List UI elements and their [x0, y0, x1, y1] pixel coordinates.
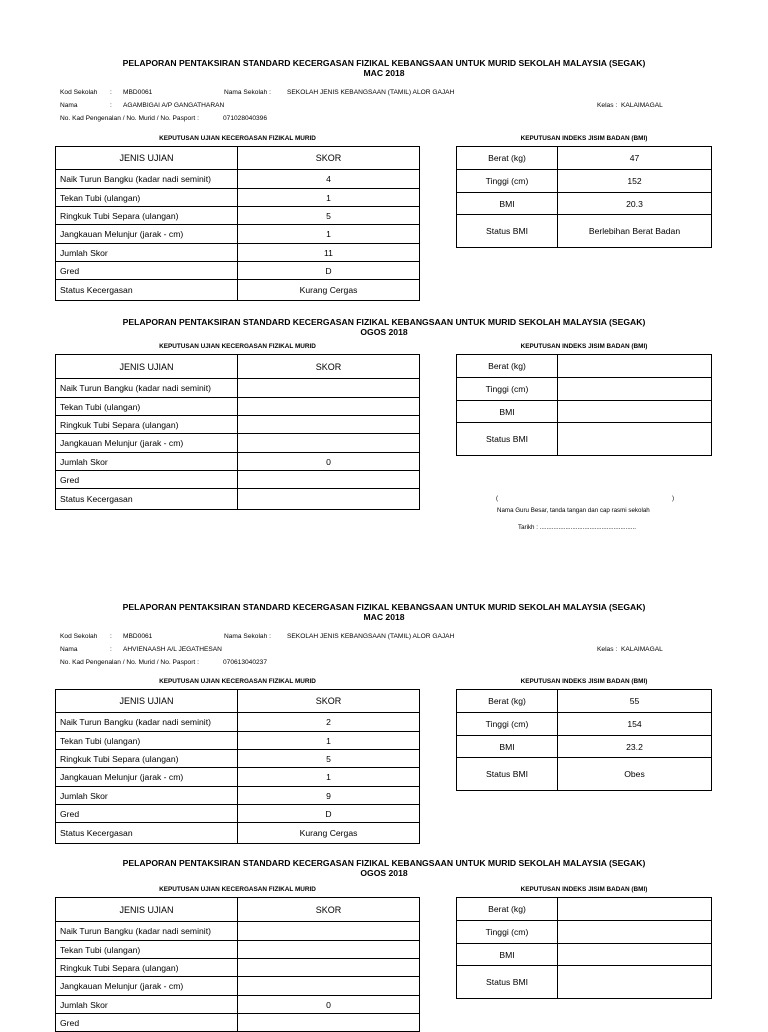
test-score: 2	[238, 713, 420, 732]
test-name: Ringkuk Tubi Separa (ulangan)	[56, 207, 238, 225]
report-title: PELAPORAN PENTAKSIRAN STANDARD KECERGASAN FIZIKAL KEBANGSAAN UNTUK MURID SEKOLAH MALAYSIA (SEGAK)	[122, 602, 646, 612]
test-name: Jangkauan Melunjur (jarak - cm)	[56, 977, 238, 996]
bmi-row	[457, 713, 712, 736]
fitness-row	[56, 225, 420, 244]
bmi-row	[457, 898, 712, 921]
test-score	[238, 922, 420, 941]
test-score: D	[238, 262, 420, 280]
fitness-header-row	[56, 690, 420, 713]
test-score	[238, 941, 420, 959]
bmi-table	[456, 689, 712, 791]
test-score	[238, 1014, 420, 1032]
bmi-row	[457, 355, 712, 378]
test-score: 5	[238, 207, 420, 225]
bmi-label: BMI	[457, 736, 558, 758]
test-score: 5	[238, 750, 420, 768]
kod-sekolah: MBD0061	[123, 633, 153, 640]
fitness-row	[56, 170, 420, 189]
test-score: 11	[238, 244, 420, 262]
signature-date: Tarikh : ........................................................	[518, 524, 636, 531]
bmi-row	[457, 690, 712, 713]
bmi-row	[457, 378, 712, 401]
test-score: 1	[238, 732, 420, 750]
bmi-caption: KEPUTUSAN INDEKS JISIM BADAN (BMI)	[520, 886, 648, 893]
column-header-jenis-ujian: JENIS UJIAN	[56, 147, 238, 170]
test-name: Tekan Tubi (ulangan)	[56, 941, 238, 959]
signature-caption: Nama Guru Besar, tanda tangan dan cap rasmi sekolah	[497, 507, 650, 514]
test-score	[238, 471, 420, 489]
report-period: MAC 2018	[363, 612, 405, 622]
bmi-label: Berat (kg)	[457, 147, 558, 170]
bmi-value	[558, 355, 712, 378]
fitness-row	[56, 262, 420, 280]
fitness-row	[56, 398, 420, 416]
test-score: 0	[238, 996, 420, 1014]
bmi-label: Tinggi (cm)	[457, 378, 558, 401]
report-title: PELAPORAN PENTAKSIRAN STANDARD KECERGASAN FIZIKAL KEBANGSAAN UNTUK MURID SEKOLAH MALAYSIA (SEGAK)	[122, 317, 646, 327]
test-score: Kurang Cergas	[238, 280, 420, 301]
bmi-value: 154	[558, 713, 712, 736]
report-title: PELAPORAN PENTAKSIRAN STANDARD KECERGASAN FIZIKAL KEBANGSAAN UNTUK MURID SEKOLAH MALAYSIA (SEGAK)	[122, 58, 646, 68]
column-header-skor: SKOR	[238, 355, 420, 379]
bmi-row	[457, 736, 712, 758]
separator: :	[110, 102, 112, 109]
bmi-table	[456, 897, 712, 999]
test-name: Status Kecergasan	[56, 280, 238, 301]
nama-murid: AGAMBIGAI A/P GANGATHARAN	[123, 102, 225, 109]
test-score	[238, 379, 420, 398]
kelas: KALAIMAGAL	[621, 646, 663, 653]
separator: :	[110, 646, 112, 653]
test-score	[238, 434, 420, 453]
fitness-row	[56, 977, 420, 996]
fitness-row	[56, 750, 420, 768]
report-period: OGOS 2018	[360, 327, 408, 337]
test-name: Ringkuk Tubi Separa (ulangan)	[56, 959, 238, 977]
kod-sekolah: MBD0061	[123, 89, 153, 96]
fitness-row	[56, 713, 420, 732]
fitness-row	[56, 207, 420, 225]
bmi-label: BMI	[457, 401, 558, 423]
bmi-label: Berat (kg)	[457, 898, 558, 921]
bmi-value: Obes	[558, 758, 712, 791]
fitness-row	[56, 922, 420, 941]
fitness-row	[56, 244, 420, 262]
fitness-row	[56, 805, 420, 823]
test-score: 4	[238, 170, 420, 189]
label-id-number: No. Kad Pengenalan / No. Murid / No. Pasport :	[60, 659, 199, 666]
column-header-skor: SKOR	[238, 690, 420, 713]
test-name: Tekan Tubi (ulangan)	[56, 189, 238, 207]
test-name: Jangkauan Melunjur (jarak - cm)	[56, 225, 238, 244]
column-header-skor: SKOR	[238, 898, 420, 922]
test-name: Jumlah Skor	[56, 787, 238, 805]
test-name: Jumlah Skor	[56, 996, 238, 1014]
test-name: Gred	[56, 805, 238, 823]
test-name: Tekan Tubi (ulangan)	[56, 732, 238, 750]
bmi-row	[457, 944, 712, 966]
fitness-caption: KEPUTUSAN UJIAN KECERGASAN FIZIKAL MURID	[159, 678, 316, 685]
fitness-table	[55, 146, 420, 301]
fitness-row	[56, 787, 420, 805]
separator: :	[110, 89, 112, 96]
test-score: D	[238, 805, 420, 823]
nama-sekolah: SEKOLAH JENIS KEBANGSAAN (TAMIL) ALOR GAJAH	[287, 633, 455, 640]
test-name: Gred	[56, 262, 238, 280]
label-nama: Nama	[60, 646, 78, 653]
bmi-value	[558, 423, 712, 456]
bmi-row	[457, 147, 712, 170]
bmi-caption: KEPUTUSAN INDEKS JISIM BADAN (BMI)	[520, 678, 648, 685]
fitness-header-row	[56, 898, 420, 922]
label-kelas: Kelas :	[597, 646, 618, 653]
bmi-value: 55	[558, 690, 712, 713]
fitness-table	[55, 689, 420, 844]
bmi-label: Tinggi (cm)	[457, 921, 558, 944]
nama-murid: AHVIENAASH A/L JEGATHESAN	[123, 646, 222, 653]
bmi-label: Status BMI	[457, 966, 558, 999]
test-name: Naik Turun Bangku (kadar nadi seminit)	[56, 713, 238, 732]
label-kod-sekolah: Kod Sekolah	[60, 89, 98, 96]
column-header-jenis-ujian: JENIS UJIAN	[56, 355, 238, 379]
bmi-row	[457, 423, 712, 456]
report-period: MAC 2018	[363, 68, 405, 78]
label-nama: Nama	[60, 102, 78, 109]
bmi-label: Status BMI	[457, 423, 558, 456]
bmi-row	[457, 921, 712, 944]
fitness-row	[56, 434, 420, 453]
bmi-value	[558, 966, 712, 999]
column-header-jenis-ujian: JENIS UJIAN	[56, 898, 238, 922]
test-name: Status Kecergasan	[56, 489, 238, 510]
test-score	[238, 977, 420, 996]
test-name: Jangkauan Melunjur (jarak - cm)	[56, 768, 238, 787]
kelas: KALAIMAGAL	[621, 102, 663, 109]
test-name: Naik Turun Bangku (kadar nadi seminit)	[56, 170, 238, 189]
test-name: Status Kecergasan	[56, 823, 238, 844]
bmi-value: 23.2	[558, 736, 712, 758]
fitness-row	[56, 416, 420, 434]
bmi-row	[457, 193, 712, 215]
bmi-value: Berlebihan Berat Badan	[558, 215, 712, 248]
test-name: Naik Turun Bangku (kadar nadi seminit)	[56, 379, 238, 398]
test-score	[238, 416, 420, 434]
label-nama-sekolah: Nama Sekolah :	[224, 633, 271, 640]
report-title: PELAPORAN PENTAKSIRAN STANDARD KECERGASAN FIZIKAL KEBANGSAAN UNTUK MURID SEKOLAH MALAYSIA (SEGAK)	[122, 858, 646, 868]
test-name: Ringkuk Tubi Separa (ulangan)	[56, 750, 238, 768]
bmi-value	[558, 921, 712, 944]
bmi-value: 152	[558, 170, 712, 193]
fitness-caption: KEPUTUSAN UJIAN KECERGASAN FIZIKAL MURID	[159, 343, 316, 350]
bmi-label: Berat (kg)	[457, 355, 558, 378]
fitness-row	[56, 941, 420, 959]
fitness-row	[56, 379, 420, 398]
bmi-value	[558, 378, 712, 401]
column-header-skor: SKOR	[238, 147, 420, 170]
fitness-row	[56, 732, 420, 750]
bmi-row	[457, 215, 712, 248]
nama-sekolah: SEKOLAH JENIS KEBANGSAAN (TAMIL) ALOR GAJAH	[287, 89, 455, 96]
bmi-label: Berat (kg)	[457, 690, 558, 713]
signature-close-paren: )	[672, 495, 675, 502]
test-name: Ringkuk Tubi Separa (ulangan)	[56, 416, 238, 434]
fitness-row	[56, 280, 420, 301]
bmi-label: Status BMI	[457, 758, 558, 791]
bmi-value	[558, 944, 712, 966]
fitness-row	[56, 959, 420, 977]
column-header-jenis-ujian: JENIS UJIAN	[56, 690, 238, 713]
bmi-caption: KEPUTUSAN INDEKS JISIM BADAN (BMI)	[520, 343, 648, 350]
label-id-number: No. Kad Pengenalan / No. Murid / No. Pasport :	[60, 115, 199, 122]
bmi-value	[558, 898, 712, 921]
fitness-row	[56, 489, 420, 510]
fitness-caption: KEPUTUSAN UJIAN KECERGASAN FIZIKAL MURID	[159, 886, 316, 893]
bmi-value: 20.3	[558, 193, 712, 215]
signature-open-paren: (	[496, 495, 499, 502]
fitness-row	[56, 768, 420, 787]
id-number: 071028040396	[223, 115, 268, 122]
test-name: Jumlah Skor	[56, 244, 238, 262]
bmi-value	[558, 401, 712, 423]
fitness-row	[56, 823, 420, 844]
test-score: Kurang Cergas	[238, 823, 420, 844]
bmi-label: Status BMI	[457, 215, 558, 248]
id-number: 070613040237	[223, 659, 268, 666]
bmi-label: Tinggi (cm)	[457, 713, 558, 736]
bmi-value: 47	[558, 147, 712, 170]
fitness-header-row	[56, 355, 420, 379]
bmi-label: Tinggi (cm)	[457, 170, 558, 193]
bmi-label: BMI	[457, 193, 558, 215]
label-nama-sekolah: Nama Sekolah :	[224, 89, 271, 96]
bmi-caption: KEPUTUSAN INDEKS JISIM BADAN (BMI)	[520, 135, 648, 142]
bmi-label: BMI	[457, 944, 558, 966]
fitness-caption: KEPUTUSAN UJIAN KECERGASAN FIZIKAL MURID	[159, 135, 316, 142]
test-score: 1	[238, 189, 420, 207]
test-name: Jangkauan Melunjur (jarak - cm)	[56, 434, 238, 453]
separator: :	[110, 633, 112, 640]
bmi-row	[457, 758, 712, 791]
fitness-row	[56, 471, 420, 489]
label-kelas: Kelas :	[597, 102, 618, 109]
fitness-row	[56, 189, 420, 207]
test-name: Jumlah Skor	[56, 453, 238, 471]
test-score	[238, 959, 420, 977]
fitness-header-row	[56, 147, 420, 170]
test-score	[238, 398, 420, 416]
test-score: 9	[238, 787, 420, 805]
bmi-row	[457, 401, 712, 423]
fitness-table	[55, 897, 420, 1032]
label-kod-sekolah: Kod Sekolah	[60, 633, 98, 640]
fitness-table	[55, 354, 420, 510]
bmi-table	[456, 146, 712, 248]
test-score	[238, 489, 420, 510]
test-name: Naik Turun Bangku (kadar nadi seminit)	[56, 922, 238, 941]
report-period: OGOS 2018	[360, 868, 408, 878]
bmi-row	[457, 966, 712, 999]
bmi-row	[457, 170, 712, 193]
test-name: Gred	[56, 1014, 238, 1032]
fitness-row	[56, 996, 420, 1014]
test-score: 0	[238, 453, 420, 471]
test-score: 1	[238, 225, 420, 244]
bmi-table	[456, 354, 712, 456]
test-score: 1	[238, 768, 420, 787]
test-name: Tekan Tubi (ulangan)	[56, 398, 238, 416]
test-name: Gred	[56, 471, 238, 489]
fitness-row	[56, 1014, 420, 1032]
fitness-row	[56, 453, 420, 471]
